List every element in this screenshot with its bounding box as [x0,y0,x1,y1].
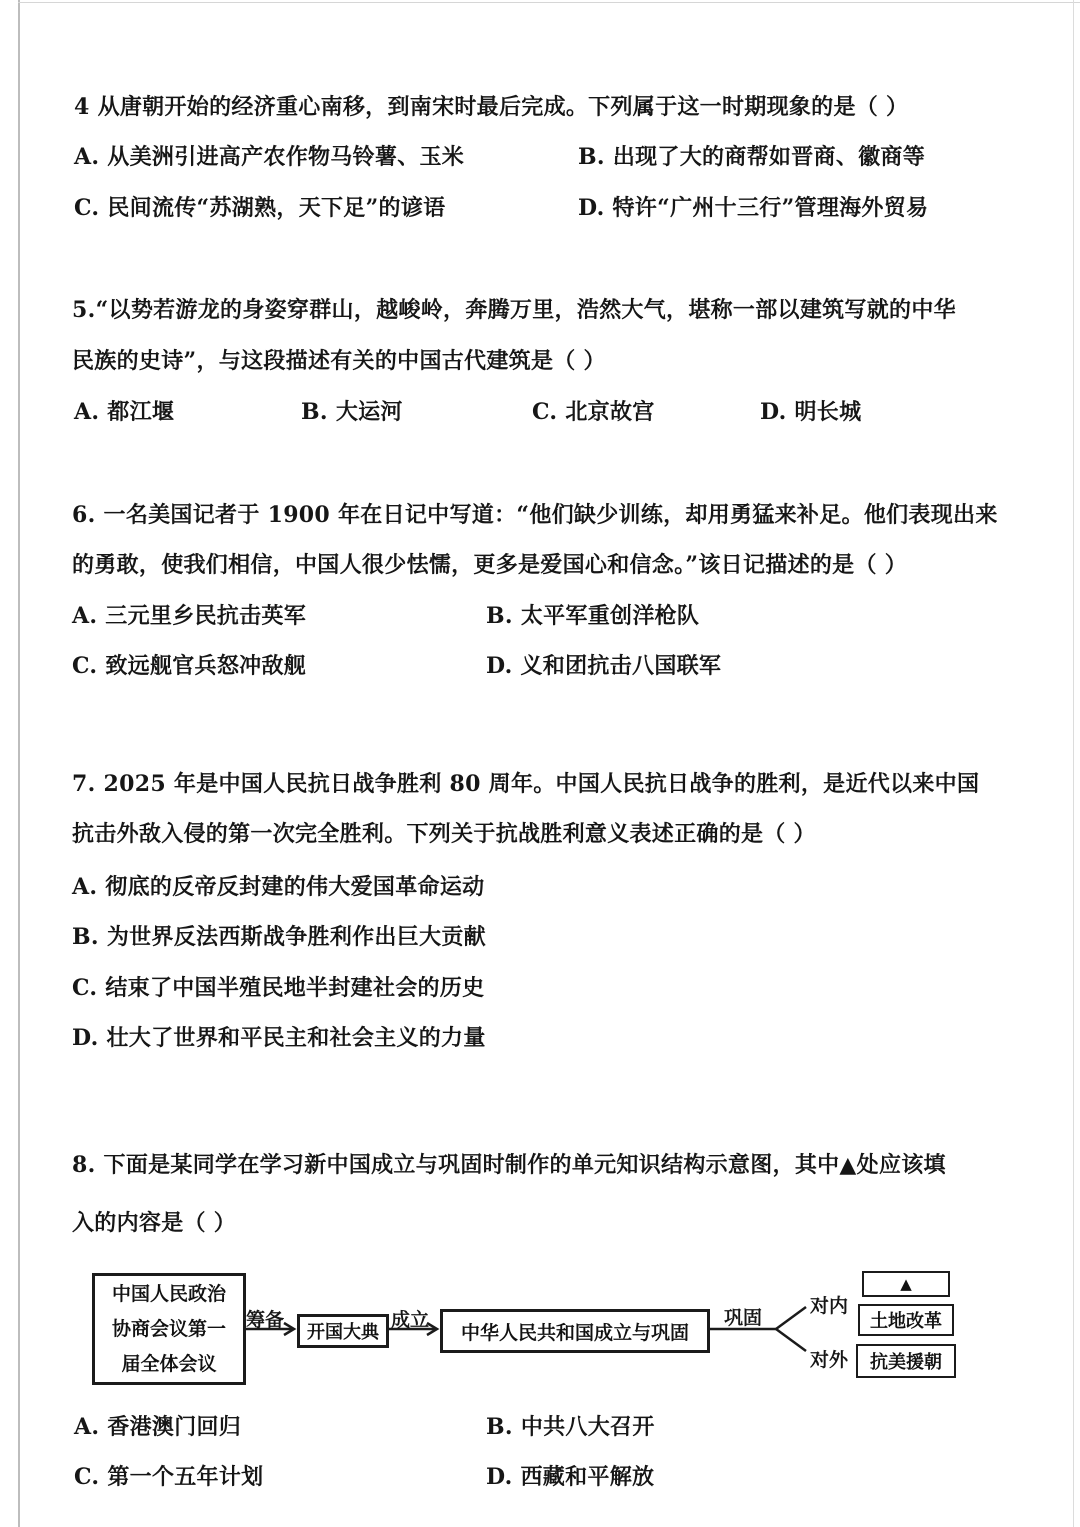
q7-option-d[interactable]: D. 壮大了世界和平民主和社会主义的力量 [72,1025,486,1051]
q5-option-a[interactable]: A. 都江堰 [74,399,175,425]
q6-option-c[interactable]: C. 致远舰官兵怒冲敌舰 [72,653,307,679]
q7-stem-line1: 7. 2025 年是中国人民抗日战争胜利 80 周年。中国人民抗日战争的胜利，是近代以来中国 [72,771,980,797]
q4-option-a[interactable]: A. 从美洲引进高产农作物马铃薯、玉米 [74,144,465,170]
page-edge-left [18,0,20,1527]
q8-stem-line2: 入的内容是（ ） [72,1210,237,1236]
q6-option-b[interactable]: B. 太平军重创洋枪队 [486,603,700,629]
q7-option-b[interactable]: B. 为世界反法西斯战争胜利作出巨大贡献 [72,924,486,950]
q6-stem-line2: 的勇敢，使我们相信，中国人很少怯懦，更多是爱国心和信念。”该日记描述的是（ ） [72,552,908,578]
q6-option-d[interactable]: D. 义和团抗击八国联军 [486,653,722,679]
land-reform-box: 土地改革 [858,1304,954,1336]
branch-label-external: 对外 [810,1349,849,1371]
branch-label-internal: 对内 [810,1295,849,1317]
cppcc-box-line1: 中国人民政治 [111,1282,226,1305]
q6-stem-line1: 6. 一名美国记者于 1900 年在日记中写道：“他们缺少训练，却用勇猛来补足。他们表现出来 [72,502,998,528]
q8-option-c[interactable]: C. 第一个五年计划 [74,1464,264,1490]
arrow-label-found: 成立 [391,1309,430,1331]
q8-option-b[interactable]: B. 中共八大召开 [486,1414,655,1440]
q6-option-a[interactable]: A. 三元里乡民抗击英军 [72,603,306,629]
resist-us-aid-korea-box: 抗美援朝 [856,1344,956,1378]
page-edge-right [1073,0,1074,1527]
q5-option-b[interactable]: B. 大运河 [301,399,403,425]
q7-option-a[interactable]: A. 彻底的反帝反封建的伟大爱国革命运动 [72,874,485,900]
blank-triangle-box: ▲ [862,1271,950,1297]
q4-option-c[interactable]: C. 民间流传“苏湖熟，天下足”的谚语 [74,195,446,221]
knowledge-structure-diagram [86,1265,966,1395]
cppcc-box [92,1273,246,1385]
founding-ceremony-box: 开国大典 [297,1314,389,1348]
q8-option-a[interactable]: A. 香港澳门回归 [74,1414,242,1440]
cppcc-box-line2: 协商会议第一 [111,1317,226,1340]
branch-down-line [776,1329,806,1351]
q5-stem-line1: 5.“以势若游龙的身姿穿群山，越峻岭，奔腾万里，浩然大气，堪称一部以建筑写就的中华 [72,297,956,323]
q4-option-d[interactable]: D. 特许“广州十三行”管理海外贸易 [578,195,929,221]
q8-stem-line1: 8. 下面是某同学在学习新中国成立与巩固时制作的单元知识结构示意图，其中▲处应该填 [72,1152,946,1178]
q7-option-c[interactable]: C. 结束了中国半殖民地半封建社会的历史 [72,975,485,1001]
q8-option-d[interactable]: D. 西藏和平解放 [486,1464,655,1490]
q4-stem: 4 从唐朝开始的经济重心南移，到南宋时最后完成。下列属于这一时期现象的是（ ） [74,94,909,120]
arrow-label-prepare: 筹备 [246,1309,285,1331]
prc-founding-box: 中华人民共和国成立与巩固 [440,1309,710,1353]
branch-up-line [776,1307,806,1329]
q5-option-c[interactable]: C. 北京故宫 [532,399,655,425]
cppcc-box-line3: 届全体会议 [121,1352,217,1375]
q4-option-b[interactable]: B. 出现了大的商帮如晋商、徽商等 [578,144,926,170]
page-edge-top [18,2,1080,3]
q7-stem-line2: 抗击外敌入侵的第一次完全胜利。下列关于抗战胜利意义表述正确的是（ ） [72,821,816,847]
branch-label-consolidate: 巩固 [724,1307,763,1329]
q5-stem-line2: 民族的史诗”，与这段描述有关的中国古代建筑是（ ） [72,348,606,374]
q5-option-d[interactable]: D. 明长城 [760,399,862,425]
